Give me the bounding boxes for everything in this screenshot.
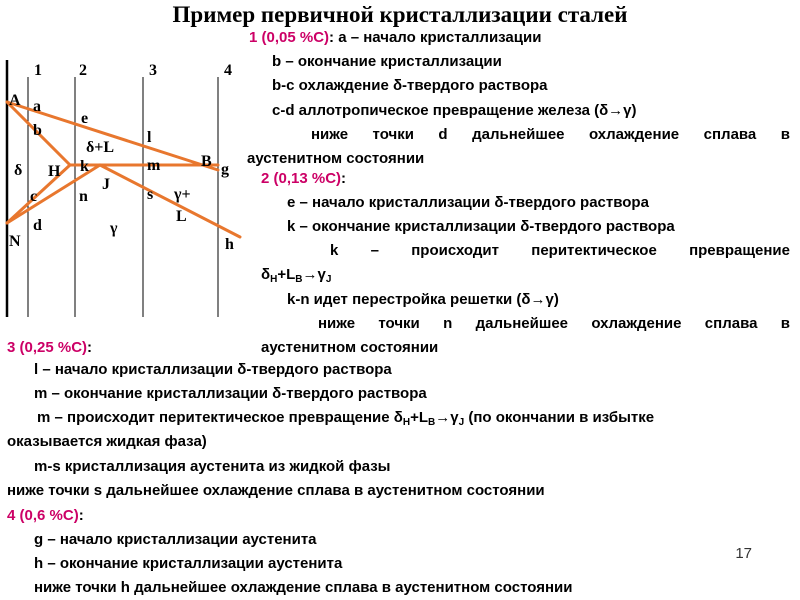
page-number: 17 <box>735 545 752 562</box>
section1-heading: 1 (0,05 %C): a – начало кристаллизации <box>249 29 542 46</box>
point-A: A <box>9 92 21 109</box>
section4-line2: h – окончание кристаллизации аустенита <box>34 555 343 572</box>
section1-line2: b-c охлаждение δ-твердого раствора <box>272 77 548 94</box>
section3-line2: m – окончание кристаллизации δ-твердого раствора <box>34 385 427 402</box>
point-h: h <box>225 236 234 253</box>
point-e: e <box>81 110 89 127</box>
point-m: m <box>147 157 161 174</box>
section1-line5: аустенитном состоянии <box>247 150 425 167</box>
region-delta-L: δ+L <box>86 139 115 156</box>
section1-line3: c-d аллотропическое превращение железа (δ→γ) <box>272 102 637 119</box>
section3-line4: оказывается жидкая фаза) <box>7 433 207 450</box>
column-3: 3 <box>149 62 157 79</box>
point-b: b <box>33 122 42 139</box>
section4-heading: 4 (0,6 %C): <box>7 507 84 524</box>
region-gamma-L-1: γ+ <box>174 186 191 203</box>
section3-line1: l – начало кристаллизации δ-твердого раствора <box>34 361 392 378</box>
point-l: l <box>147 129 152 146</box>
section2-line2: k – окончание кристаллизации δ-твердого раствора <box>287 218 675 235</box>
section2-line1: e – начало кристаллизации δ-твердого раствора <box>287 194 649 211</box>
phase-diagram <box>0 55 265 325</box>
section4-line1: g – начало кристаллизации аустенита <box>34 531 317 548</box>
column-1: 1 <box>34 62 42 79</box>
point-B: B <box>201 153 212 170</box>
section2-heading: 2 (0,13 %C): <box>261 170 347 187</box>
section2-line4: $\delta_H+L_B\to\gamma_J$ <box>261 266 332 285</box>
region-gamma-L-2: L <box>176 208 187 225</box>
region-delta: δ <box>14 162 23 179</box>
section1-line4: ниже точки d дальнейшее охлаждение сплава в <box>311 126 790 143</box>
line-J-E <box>100 165 240 237</box>
point-J: J <box>102 176 110 193</box>
point-n: n <box>79 188 88 205</box>
point-k: k <box>80 158 89 175</box>
point-g: g <box>221 161 229 178</box>
section2-line7: аустенитном состоянии <box>261 339 439 356</box>
point-a: a <box>33 98 41 115</box>
region-gamma: γ <box>110 220 118 237</box>
point-c: c <box>30 188 38 205</box>
section4-line3: ниже точки h дальнейшее охлаждение сплава в аустенитном состоянии <box>34 579 573 596</box>
column-2: 2 <box>79 62 87 79</box>
section3-line5: m-s кристаллизация аустенита из жидкой фазы <box>34 458 391 475</box>
section1-line1: b – окончание кристаллизации <box>272 53 502 70</box>
section2-line3: k – происходит перитектическое превращение <box>330 242 790 259</box>
section3-heading: 3 (0,25 %C): <box>7 339 93 356</box>
point-N: N <box>9 233 21 250</box>
section3-line3: m – происходит перитектическое превращение $\delta_H+L_B\to\gamma_J$ (по окончании в избытке <box>37 409 655 428</box>
point-d: d <box>33 217 42 234</box>
section2-line5: k-n идет перестройка решетки (δ→γ) <box>287 291 559 308</box>
point-s: s <box>147 186 154 203</box>
column-4: 4 <box>224 62 232 79</box>
point-H: H <box>48 163 61 180</box>
section2-line6: ниже точки n дальнейшее охлаждение сплава в <box>318 315 790 332</box>
page-title: Пример первичной кристаллизации сталей <box>172 2 628 27</box>
section3-line6: ниже точки s дальнейшее охлаждение сплава в аустенитном состоянии <box>7 482 545 499</box>
